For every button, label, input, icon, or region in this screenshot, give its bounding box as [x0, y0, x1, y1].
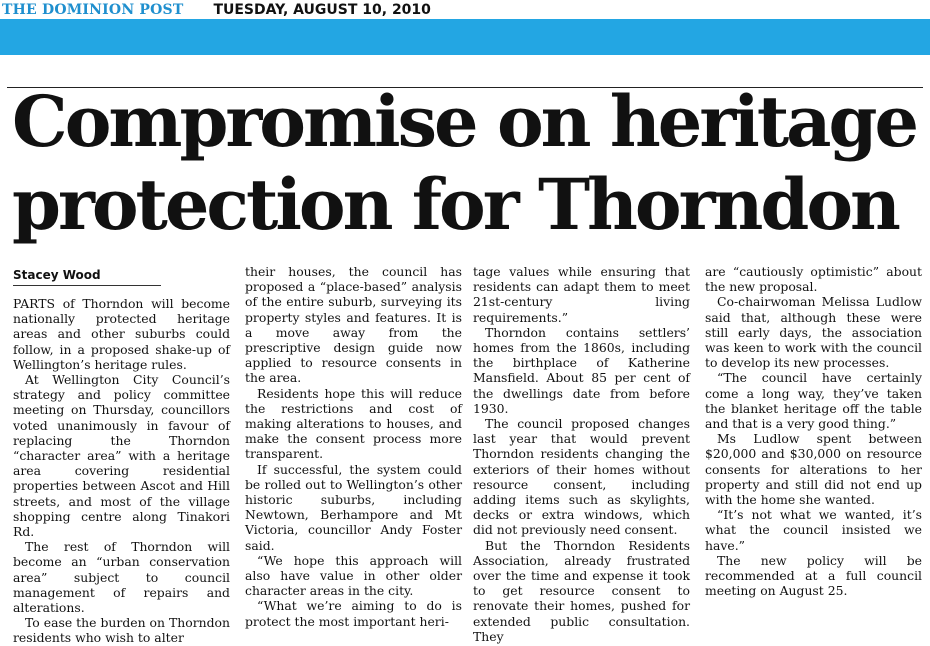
paragraph: tage values while ensuring that residents can adapt them to meet 21st-century living requirements.” [473, 264, 690, 325]
newspaper-name: THE DOMINION POST [2, 2, 184, 18]
byline: Stacey Wood [13, 268, 101, 282]
article-column-1 [13, 296, 230, 646]
paragraph: Co-chairwoman Melissa Ludlow said that, although these were still early days, the association was keen to work with the council to develop its new processes. [705, 294, 922, 371]
paragraph: PARTS of Thorndon will become nationally protected heritage areas and other suburbs could follow, in a proposed shake-up of Wellington’s heritage rules. [13, 296, 230, 372]
masthead [0, 0, 930, 20]
issue-date: TUESDAY, AUGUST 10, 2010 [213, 2, 431, 18]
article-column-4 [705, 264, 922, 598]
headline [12, 80, 922, 246]
paragraph: “The council have certainly come a long way, they’ve taken the blanket heritage off the table and that is a very good thing.” [705, 370, 922, 432]
article-column-3 [473, 264, 690, 644]
paragraph: If successful, the system could be rolled out to Wellington’s other historic suburbs, including Newtown, Berhampore and Mt Victoria, councillor Andy Foster said. [245, 461, 462, 553]
paragraph: “We hope this approach will also have value in other older character areas in the city. [245, 552, 462, 599]
paragraph: Thorndon contains settlers’ homes from the 1860s, including the birthplace of Katherine Mansfield. About 85 per cent of the dwellings date from before 1930. [473, 324, 690, 416]
paragraph: Ms Ludlow spent between $20,000 and $30,000 on resource consents for alterations to her property and still did not end up with the home she wanted. [705, 431, 922, 508]
paragraph: are “cautiously optimistic” about the new proposal. [705, 264, 922, 295]
paragraph: The rest of Thorndon will become an “urban conservation area” subject to council management of repairs and alterations. [13, 539, 230, 616]
paragraph: The council proposed changes last year that would prevent Thorndon residents changing the exteriors of their homes without resource consent, including adding items such as skylights, decks or extra windows, which did not previously need consent. [473, 416, 690, 538]
paragraph: But the Thorndon Residents Association, already frustrated over the time and expense it took to get resource consent to renovate their homes, pushed for extended public consultation. They [473, 537, 690, 644]
headline-line-2: protection for Thorndon [12, 163, 898, 246]
masthead-color-band [0, 19, 930, 55]
article-column-2 [245, 264, 462, 629]
paragraph: The new policy will be recommended at a full council meeting on August 25. [705, 552, 922, 599]
paragraph: At Wellington City Council’s strategy and policy committee meeting on Thursday, councillors voted unanimously in favour of replacing the Thorndon “character area” with a heritage area covering residential properties between Ascot and Hill streets, and most of the village shopping centre along Tinakori Rd. [13, 372, 230, 540]
byline-box [13, 264, 161, 286]
paragraph: Residents hope this will reduce the restrictions and cost of making alterations to houses, and make the consent process more transparent. [245, 385, 462, 462]
paragraph: “What we’re aiming to do is protect the most important heri- [245, 598, 462, 629]
paragraph: their houses, the council has proposed a “place-based” analysis of the entire suburb, surveying its property styles and features. It is a move away from the prescriptive design guide now applied to resource consents in the area. [245, 264, 462, 386]
paragraph: To ease the burden on Thorndon residents who wish to alter [13, 615, 230, 646]
paragraph: “It’s not what we wanted, it’s what the council insisted we have.” [705, 507, 922, 553]
headline-line-1: Compromise on heritage [12, 80, 916, 163]
